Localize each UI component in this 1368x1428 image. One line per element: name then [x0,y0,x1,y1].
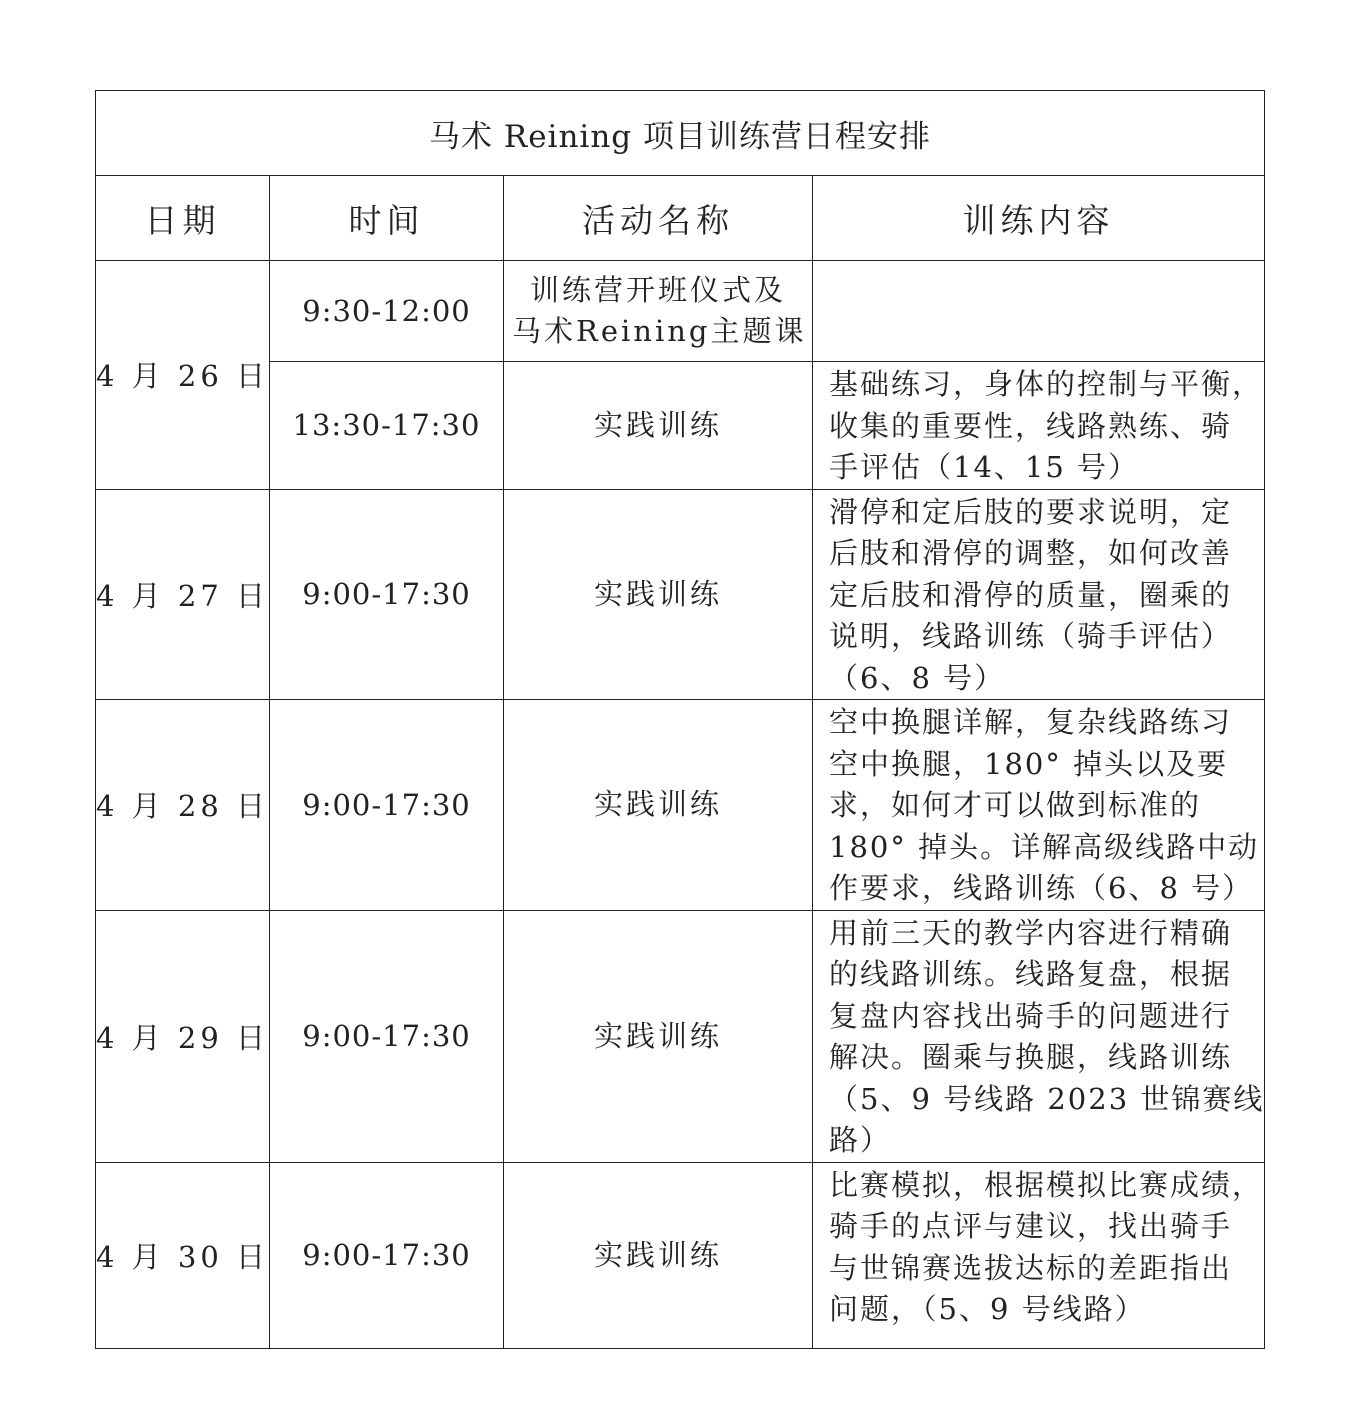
content-line: 说明，线路训练（骑手评估） [829,619,1233,653]
table-row [96,261,1265,362]
time-cell: 9:30-12:00 [270,261,504,362]
content-line: 求，如何才可以做到标准的 [829,788,1202,822]
content-cell [813,489,1265,700]
header-activity: 活动名称 [504,176,813,261]
content-line: 滑停和定后肢的要求说明，定 [829,494,1233,529]
date-cell: 4 月 26 日 [96,261,270,490]
table-title: 马术 Reining 项目训练营日程安排 [96,91,1265,176]
time-cell: 9:00-17:30 [270,1162,504,1348]
content-line: 基础练习，身体的控制与平衡， [829,367,1264,401]
time-cell: 9:00-17:30 [270,910,504,1162]
date-cell: 4 月 29 日 [96,910,270,1162]
content-line: 路） [829,1123,892,1157]
content-line: （5、9 号线路 2023 世锦赛线 [829,1081,1265,1116]
content-line: 问题，（5、9 号线路） [829,1292,1146,1326]
content-line: 后肢和滑停的调整，如何改善 [829,536,1233,570]
content-line: 空中换腿详解，复杂线路练习 [829,705,1233,739]
content-line: 解决。圈乘与换腿，线路训练 [829,1040,1233,1074]
content-line: 的线路训练。线路复盘，根据 [829,957,1233,991]
activity-line: 训练营开班仪式及 [529,273,786,307]
table-row [96,910,1265,1162]
date-cell: 4 月 27 日 [96,489,270,700]
activity-cell [504,261,813,362]
content-line: 复盘内容找出骑手的问题进行 [829,998,1233,1033]
schedule-table [95,90,1265,1349]
activity-cell: 实践训练 [504,489,813,700]
content-line: 作要求，线路训练（6、8 号） [829,871,1254,905]
content-line: 骑手的点评与建议，找出骑手 [829,1209,1233,1243]
header-time: 时间 [270,176,504,261]
content-cell [813,1162,1265,1348]
content-line: 用前三天的教学内容进行精确 [829,915,1233,950]
header-row [96,176,1265,261]
activity-cell: 实践训练 [504,910,813,1162]
activity-cell: 实践训练 [504,1162,813,1348]
activity-cell: 实践训练 [504,700,813,911]
content-line: 收集的重要性，线路熟练、骑 [829,408,1233,443]
content-line: 空中换腿，180° 掉头以及要 [829,746,1229,781]
table-row [96,1162,1265,1348]
time-cell: 9:00-17:30 [270,700,504,911]
content-line: 与世锦赛选拔达标的差距指出 [829,1250,1233,1285]
title-row [96,91,1265,176]
content-line: 手评估（14、15 号） [829,450,1140,484]
activity-cell: 实践训练 [504,362,813,490]
content-cell [813,362,1265,490]
time-cell: 9:00-17:30 [270,489,504,700]
table-row [96,489,1265,700]
content-line: 180° 掉头。详解高级线路中动 [829,829,1260,864]
content-line: （6、8 号） [829,660,1006,695]
date-cell: 4 月 30 日 [96,1162,270,1348]
header-content: 训练内容 [813,176,1265,261]
date-cell: 4 月 28 日 [96,700,270,911]
activity-line: 马术Reining主题课 [512,314,807,348]
table-row [96,700,1265,911]
header-date: 日期 [96,176,270,261]
content-line: 比赛模拟，根据模拟比赛成绩， [829,1167,1264,1202]
content-cell-empty [813,261,1265,362]
time-cell: 13:30-17:30 [270,362,504,490]
table-row [96,362,1265,490]
content-line: 定后肢和滑停的质量，圈乘的 [829,577,1233,612]
content-cell [813,700,1265,911]
content-cell [813,910,1265,1162]
